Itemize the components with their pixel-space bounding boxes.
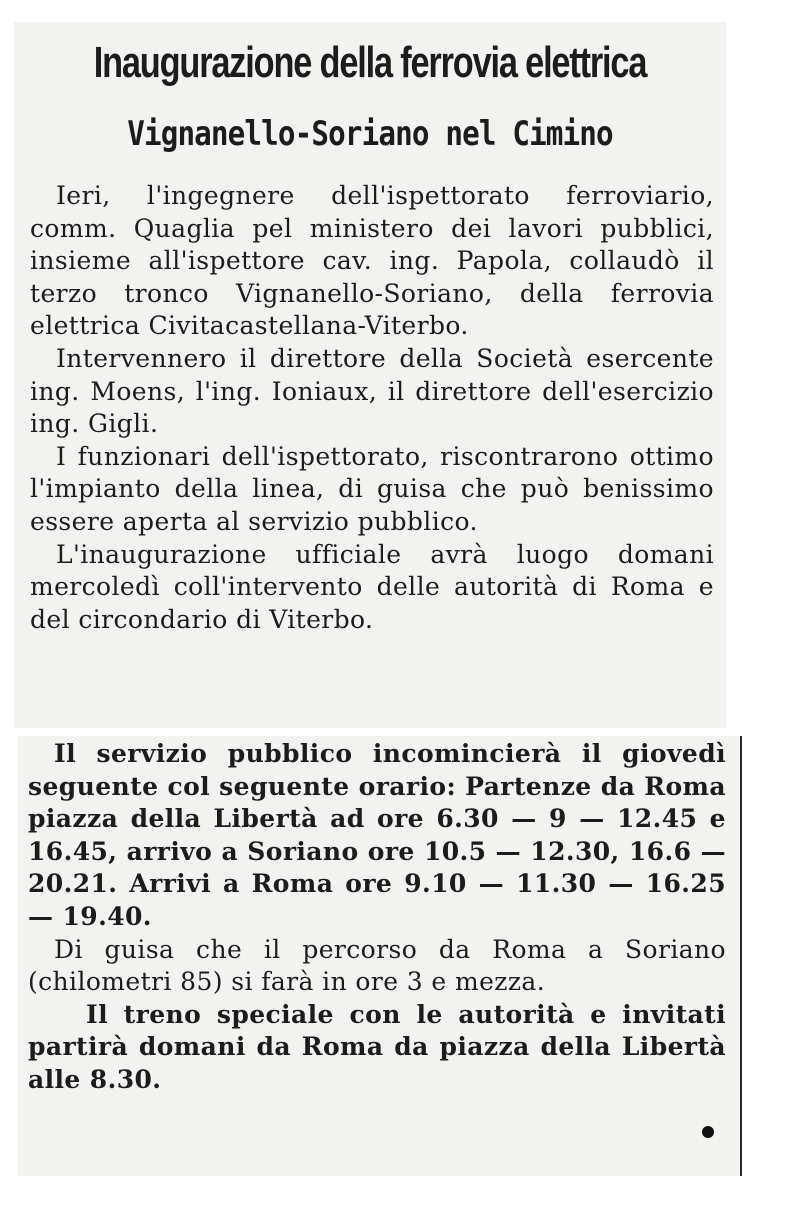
headline: Inaugurazione della ferrovia elettrica: [93, 38, 647, 87]
ink-dot: [702, 1126, 714, 1138]
paragraph: Di guisa che il percorso da Roma a Soriano (chilometri 85) si farà in ore 3 e mezza.: [28, 934, 726, 997]
article-clipping-top: [14, 22, 726, 728]
paragraph: Ieri, l'ingegnere dell'ispettorato ferroviario, comm. Quaglia pel ministero dei lavori pubblici, insieme all'ispettore cav. ing. Papola, collaudò il terzo tronco Vignanello-Soriano, della ferrovia elettrica Civitacastellana-Viterbo.: [30, 181, 714, 341]
subheadline: Vignanello-Soriano nel Cimino: [127, 114, 613, 154]
paragraph-timetable: Il servizio pubblico incomincierà il giovedì seguente col seguente orario: Partenze da Roma piazza della Libertà ad ore 6.30 — 9 — 12.45 e 16.45, arrivo a Soriano ore 10.5 — 12.30, 16.6 — 20.21. Arrivi a Roma ore 9.10 — 11.30 — 16.25 — 19.40.: [28, 739, 726, 931]
paragraph: L'inaugurazione ufficiale avrà luogo domani mercoledì coll'intervento delle autorità di Roma e del circondario di Viterbo.: [30, 539, 714, 634]
paragraph: Il treno speciale con le autorità e invitati partirà domani da Roma da piazza della Libertà alle 8.30.: [28, 999, 726, 1094]
article-body: [30, 180, 714, 636]
article-clipping-bottom: [18, 736, 742, 1176]
paragraph: I funzionari dell'ispettorato, riscontrarono ottimo l'impianto della linea, di guisa che può benissimo essere aperta al servizio pubblico.: [30, 441, 714, 536]
paragraph: Intervennero il direttore della Società esercente ing. Moens, l'ing. Ioniaux, il direttore dell'esercizio ing. Gigli.: [30, 343, 714, 439]
article-body-continued: [28, 738, 726, 1097]
